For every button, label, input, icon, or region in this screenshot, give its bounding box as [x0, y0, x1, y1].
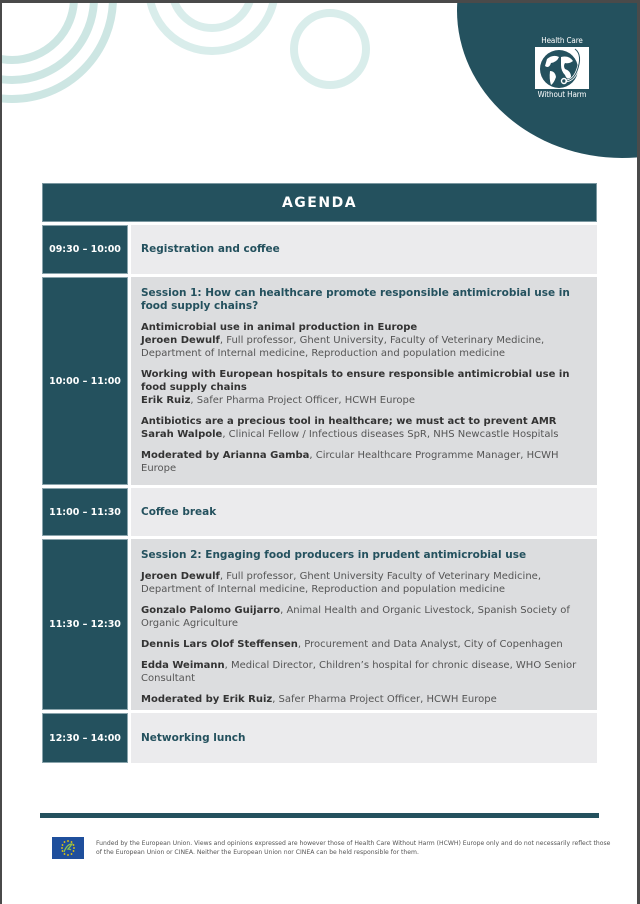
globe-stethoscope-icon — [535, 47, 589, 89]
talk-item — [141, 368, 587, 407]
speaker-name: Jeroen Dewulf — [141, 335, 220, 346]
speaker-role: , Procurement and Data Analyst, City of Copenhagen — [297, 639, 563, 650]
logo-text-bottom: Without Harm — [537, 90, 587, 99]
speaker-name: Gonzalo Palomo Guijarro — [141, 605, 281, 616]
agenda-row — [42, 713, 597, 763]
footer-divider — [40, 813, 599, 818]
speaker-role: , Full professor, Ghent University Faculty of Veterinary Medicine, Department of Internal medicine, Reproduction and population medicine — [141, 571, 541, 595]
time-slot: 09:30 – 10:00 — [42, 225, 128, 274]
moderator-item — [141, 449, 587, 475]
talk-item — [141, 415, 587, 441]
speaker-item — [141, 570, 587, 596]
time-slot: 10:00 – 11:00 — [42, 277, 128, 485]
time-slot: 11:30 – 12:30 — [42, 539, 128, 710]
session-title: Session 1: How can healthcare promote responsible antimicrobial use in food supply chains? — [141, 287, 570, 312]
agenda-row — [42, 225, 597, 274]
agenda-title: AGENDA — [42, 183, 597, 222]
speaker-name: Edda Weimann — [141, 660, 225, 671]
session-title: Session 2: Engaging food producers in prudent antimicrobial use — [141, 549, 527, 561]
time-slot: 12:30 – 14:00 — [42, 713, 128, 763]
funding-disclaimer: Funded by the European Union. Views and opinions expressed are however those of Health Care Without Harm (HCWH) Europe only and do not necessarily reflect those of the European Union or CINEA. Neither the European Union nor CINEA can be held responsible for them. — [96, 840, 611, 856]
decor-ring — [294, 13, 366, 85]
talk-title: Antibiotics are a precious tool in healthcare; we must act to prevent AMR — [141, 416, 557, 427]
speaker-name: Dennis Lars Olof Steffensen — [141, 639, 298, 650]
speaker-role: , Medical Director, Children’s hospital for chronic disease, WHO Senior Consultant — [141, 660, 577, 684]
speaker-item — [141, 659, 587, 685]
speaker-role: , Animal Health and Organic Livestock, Spanish Society of Organic Agriculture — [141, 605, 570, 629]
session-block — [131, 277, 597, 485]
talk-title: Working with European hospitals to ensure responsible antimicrobial use in food supply chains — [141, 369, 570, 393]
time-slot: 11:00 – 11:30 — [42, 488, 128, 536]
logo-text-top: Health Care — [541, 36, 583, 45]
agenda-page — [2, 3, 637, 904]
moderator-role: , Safer Pharma Project Officer, HCWH Europe — [272, 694, 497, 705]
session-block — [131, 539, 597, 710]
moderator-item — [141, 693, 587, 706]
item-title: Coffee break — [141, 505, 217, 518]
decor-ring — [2, 3, 113, 99]
moderator-role: , Circular Healthcare Programme Manager, HCWH Europe — [141, 450, 559, 474]
speaker-name: Sarah Walpole — [141, 429, 223, 440]
talk-title: Antimicrobial use in animal production in Europe — [141, 322, 418, 333]
moderator-name: Moderated by Erik Ruiz — [141, 694, 273, 705]
decor-ring — [2, 3, 74, 60]
decorative-circles — [2, 3, 382, 123]
talk-item — [141, 321, 587, 360]
item-title: Registration and coffee — [141, 243, 280, 255]
decor-ring — [172, 3, 252, 28]
speaker-item — [141, 638, 587, 651]
speaker-role: , Full professor, Ghent University, Faculty of Veterinary Medicine, Department of Internal medicine, Reproduction and population medicine — [141, 335, 545, 359]
moderator-name: Moderated by Arianna Gamba — [141, 450, 310, 461]
agenda-item — [131, 713, 597, 763]
agenda-row — [42, 488, 597, 536]
agenda-item — [131, 225, 597, 274]
speaker-role: , Clinical Fellow / Infectious diseases SpR, NHS Newcastle Hospitals — [222, 429, 559, 440]
speaker-item — [141, 604, 587, 630]
speaker-name: Erik Ruiz — [141, 395, 191, 406]
agenda-row — [42, 277, 597, 485]
agenda-item — [131, 488, 597, 536]
eu-flag-icon — [52, 837, 84, 859]
item-title: Networking lunch — [141, 731, 246, 744]
footer — [52, 837, 612, 859]
speaker-role: , Safer Pharma Project Officer, HCWH Europe — [190, 395, 415, 406]
hcwh-logo — [527, 36, 597, 108]
speaker-name: Jeroen Dewulf — [141, 571, 220, 582]
agenda-table — [42, 183, 597, 763]
agenda-row — [42, 539, 597, 710]
